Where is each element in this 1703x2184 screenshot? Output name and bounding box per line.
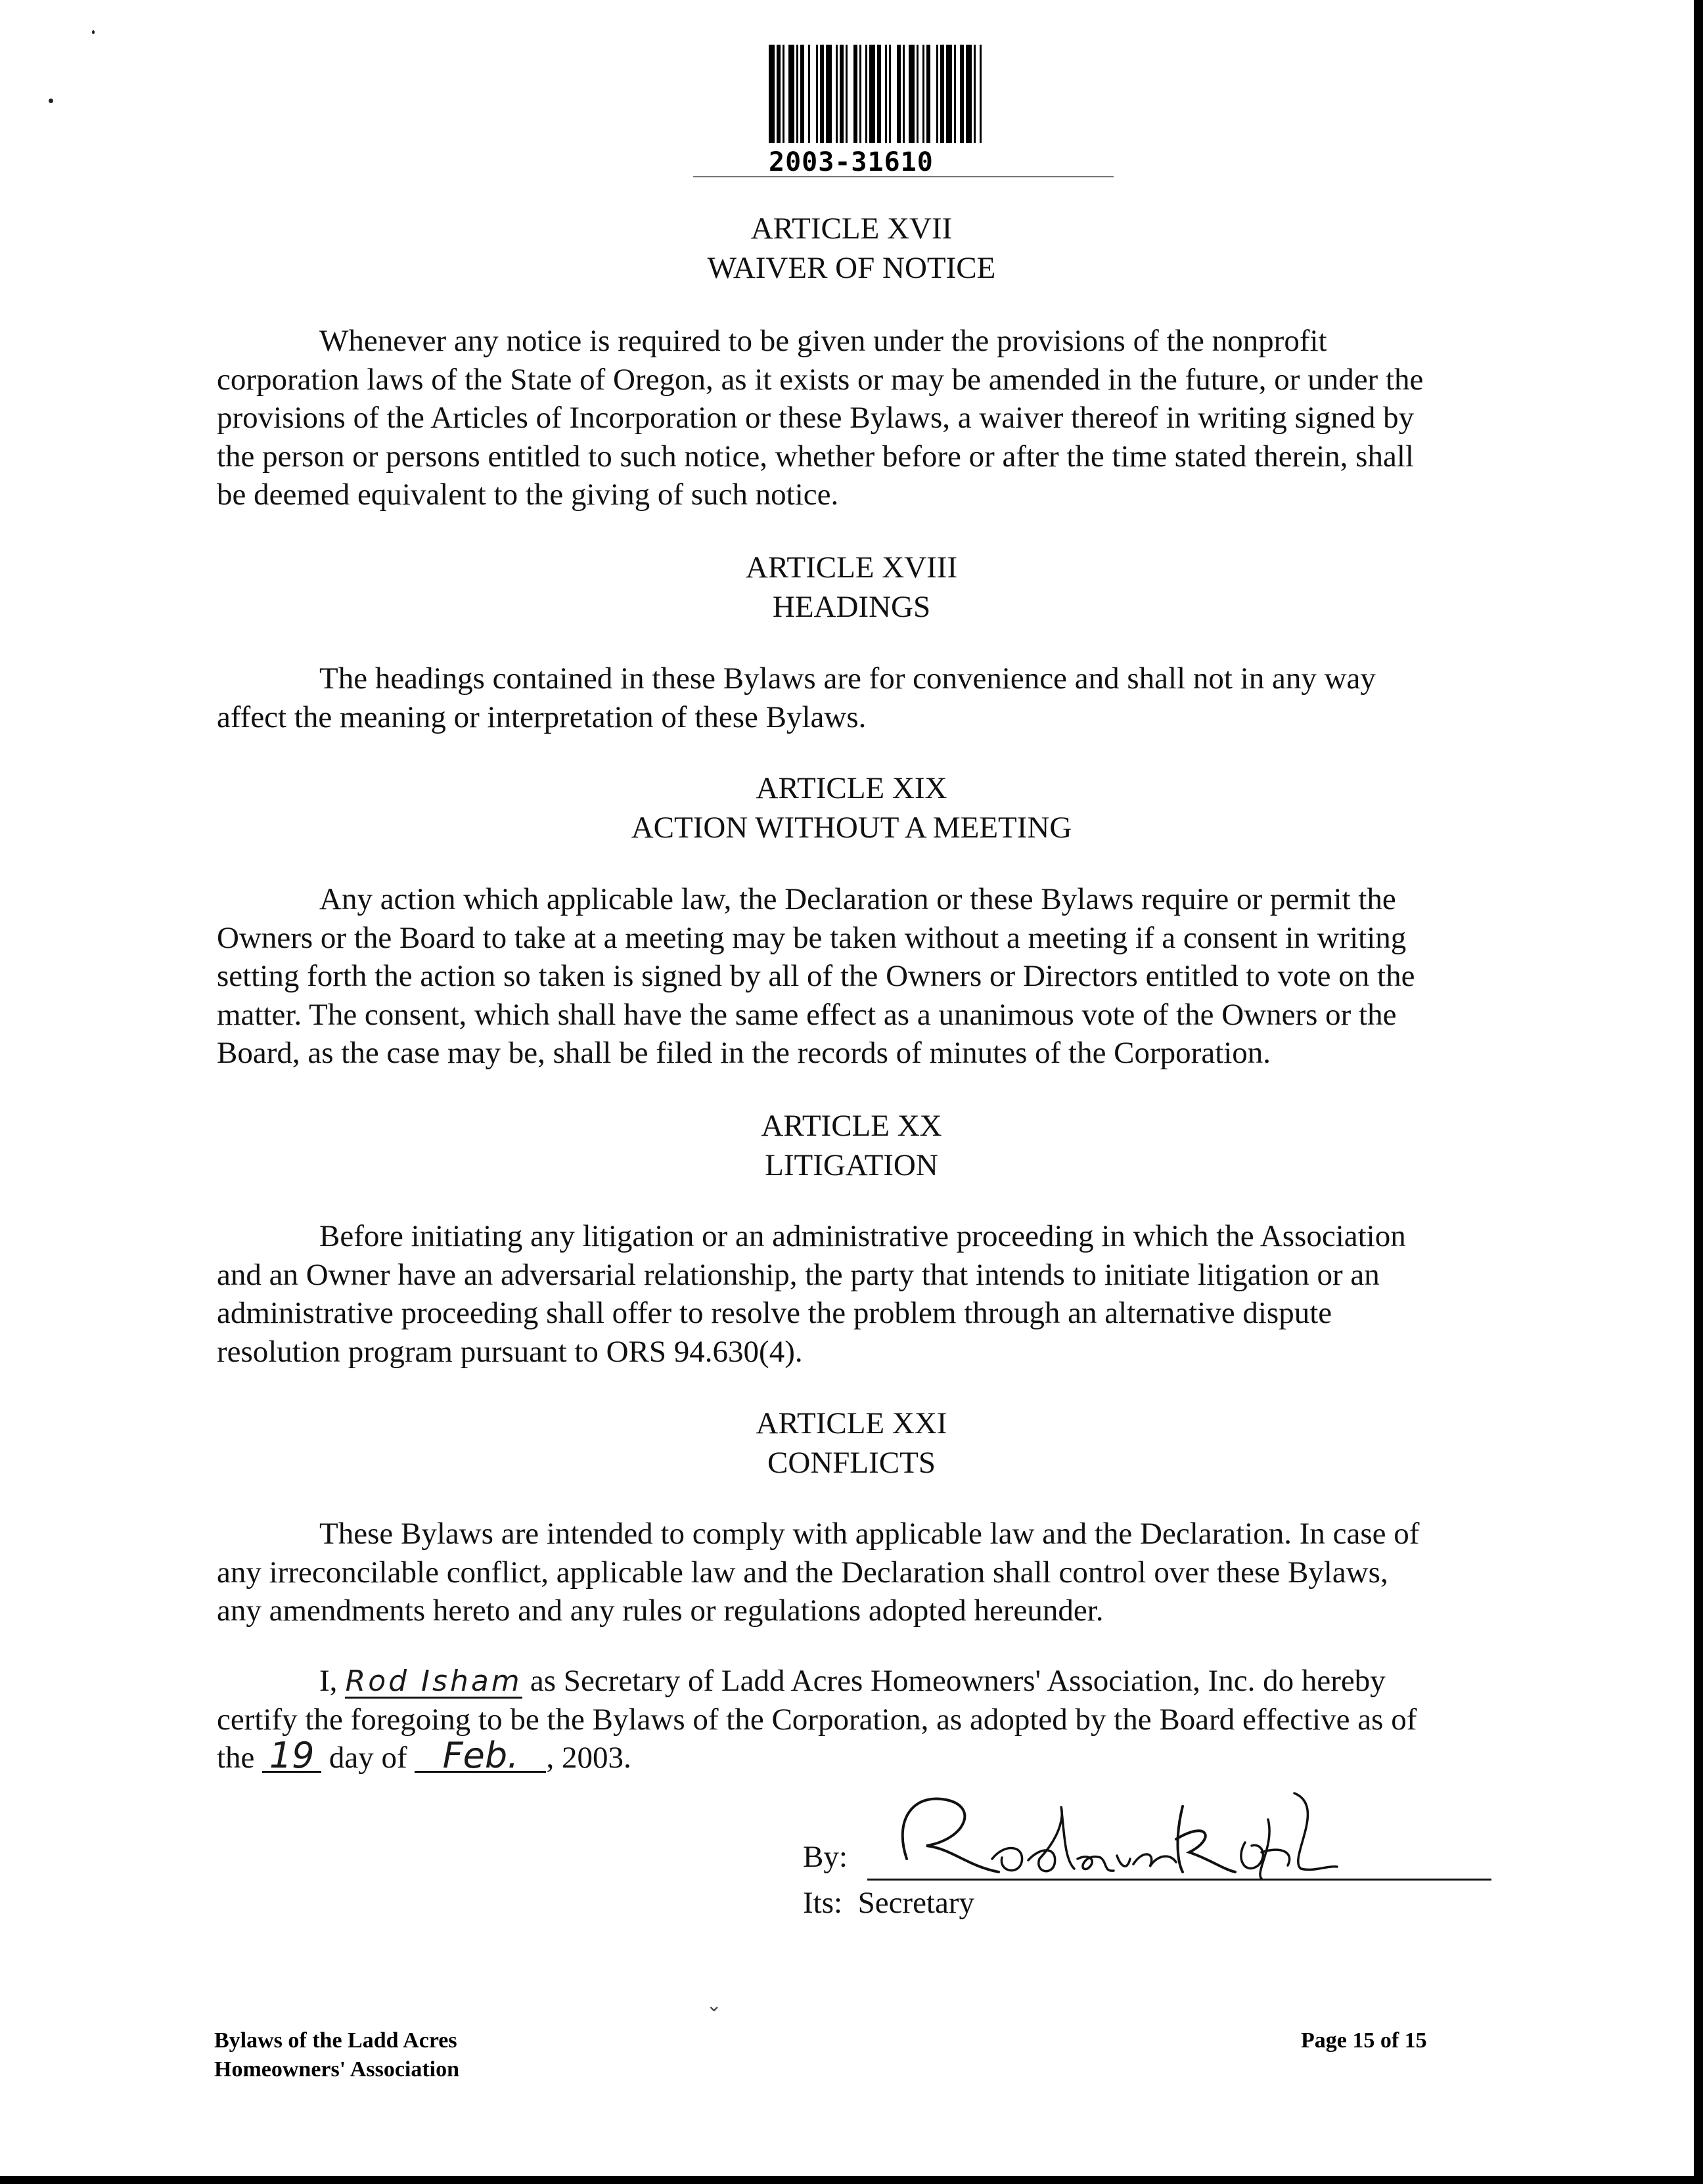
barcode-bar: [865, 45, 867, 143]
barcode-bar: [903, 45, 905, 143]
body-line: Before initiating any litigation or an administrative proceeding in which the Association: [319, 1219, 1406, 1253]
handwritten-month: Feb.: [415, 1741, 546, 1773]
article-18-body: [217, 659, 1485, 736]
article-19-body: [217, 880, 1485, 1073]
signature-scribble: [867, 1780, 1340, 1885]
article-title: ACTION WITHOUT A MEETING: [631, 811, 1072, 845]
barcode-bar: [940, 45, 944, 143]
scan-speck: [92, 30, 95, 34]
article-title: CONFLICTS: [767, 1446, 936, 1480]
article-19-heading: [0, 769, 1703, 847]
barcode-bar: [877, 45, 881, 143]
article-number: ARTICLE XX: [761, 1109, 942, 1143]
barcode-bar: [897, 45, 901, 143]
barcode-bar: [788, 45, 794, 143]
article-20-body: [217, 1217, 1485, 1371]
body-line: the person or persons entitled to such notice, whether before or after the time stated therein, shall: [217, 439, 1414, 474]
body-line: resolution program pursuant to ORS 94.630(4).: [217, 1334, 803, 1369]
barcode-bar: [885, 45, 887, 143]
barcode-bars: [767, 45, 1070, 143]
handwritten-secretary-name: Rod Isham: [345, 1664, 522, 1698]
certification-line-1: [217, 1662, 1485, 1701]
article-21-heading: [0, 1404, 1703, 1482]
barcode-bar: [917, 45, 919, 143]
footer-title-line-1: Bylaws of the Ladd Acres: [214, 2028, 457, 2053]
body-line: matter. The consent, which shall have the same effect as a unanimous vote of the Owners or the: [217, 997, 1397, 1032]
article-17-heading: [0, 209, 1703, 288]
page-number: Page 15 of 15: [1301, 2028, 1427, 2053]
barcode-bar: [816, 45, 818, 143]
barcode-bar: [980, 45, 982, 143]
article-number: ARTICLE XVII: [750, 212, 953, 246]
barcode-bar: [853, 45, 857, 143]
barcode-bar: [946, 45, 952, 143]
barcode-rule: [693, 176, 1114, 177]
its-label: Its:: [803, 1886, 843, 1920]
handwritten-day: 19: [262, 1741, 321, 1773]
body-line: These Bylaws are intended to comply with applicable law and the Declaration. In case of: [319, 1517, 1420, 1551]
barcode-bar: [840, 45, 844, 143]
barcode-bar: [846, 45, 848, 143]
body-line: and an Owner have an adversarial relationship, the party that intends to initiate litigation or an: [217, 1257, 1380, 1292]
article-title: WAIVER OF NOTICE: [707, 251, 996, 285]
barcode-bar: [783, 45, 784, 143]
body-line: Whenever any notice is required to be given under the provisions of the nonprofit: [319, 324, 1327, 358]
article-title: HEADINGS: [772, 590, 931, 624]
barcode-bar: [974, 45, 976, 143]
article-number: ARTICLE XVIII: [745, 550, 958, 585]
barcode-bar: [859, 45, 861, 143]
barcode-number: 2003-31610: [769, 147, 934, 177]
body-line: The headings contained in these Bylaws are for convenience and shall not in any way: [319, 661, 1376, 696]
certification-line-2: certify the foregoing to be the Bylaws of the Corporation, as adopted by the Board effective as of: [217, 1702, 1417, 1737]
article-21-body: [217, 1515, 1485, 1630]
by-label: By:: [803, 1840, 848, 1874]
body-line: corporation laws of the State of Oregon, as it exists or may be amended in the future, or under the: [217, 362, 1424, 397]
body-line: Board, as the case may be, shall be filed in the records of minutes of the Corporation.: [217, 1036, 1271, 1070]
article-number: ARTICLE XIX: [756, 771, 947, 805]
barcode-bar: [820, 45, 824, 143]
footer-title-line-2: Homeowners' Association: [214, 2057, 460, 2082]
signature: [867, 1780, 1340, 1888]
barcode-bar: [889, 45, 891, 143]
barcode-bar: [836, 45, 838, 143]
footer-title: [214, 2026, 459, 2084]
cert-the: the: [217, 1741, 255, 1775]
barcode-bar: [960, 45, 964, 143]
barcode-bar: [808, 45, 810, 143]
scan-edge-bottom: [0, 2176, 1703, 2184]
body-line: be deemed equivalent to the giving of such notice.: [217, 478, 839, 512]
body-line: Owners or the Board to take at a meeting may be taken without a meeting if a consent in writing: [217, 920, 1407, 955]
barcode-bar: [826, 45, 832, 143]
cert-after-name: as Secretary of Ladd Acres Homeowners' Association, Inc. do hereby: [530, 1664, 1386, 1698]
article-18-heading: [0, 548, 1703, 627]
barcode-bar: [922, 45, 924, 143]
body-line: Any action which applicable law, the Declaration or these Bylaws require or permit the: [319, 882, 1396, 916]
scan-edge-right: [1694, 0, 1703, 2184]
article-title: LITIGATION: [765, 1148, 938, 1182]
body-line: any amendments hereto and any rules or regulations adopted hereunder.: [217, 1593, 1104, 1628]
barcode: [767, 45, 1070, 177]
its-line: [803, 1885, 974, 1921]
barcode-bar: [966, 45, 972, 143]
body-line: any irreconcilable conflict, applicable law and the Declaration shall control over these Bylaws,: [217, 1555, 1388, 1590]
body-line: affect the meaning or interpretation of these Bylaws.: [217, 700, 867, 734]
article-number: ARTICLE XXI: [756, 1406, 947, 1440]
scan-mark: ⌄: [706, 1994, 722, 2016]
cert-day-of: day of: [329, 1741, 407, 1775]
barcode-bar: [909, 45, 915, 143]
certification-line-3: [217, 1735, 1485, 1777]
barcode-bar: [769, 45, 775, 143]
certification-block: [217, 1662, 1485, 1777]
cert-year: , 2003.: [546, 1741, 631, 1775]
article-17-body: [217, 322, 1485, 514]
cert-prefix: I,: [319, 1664, 338, 1698]
barcode-bar: [796, 45, 798, 143]
barcode-bar: [936, 45, 938, 143]
body-line: administrative proceeding shall offer to resolve the problem through an alternative dispute: [217, 1296, 1332, 1330]
article-20-heading: [0, 1106, 1703, 1185]
barcode-bar: [800, 45, 804, 143]
body-line: provisions of the Articles of Incorporation or these Bylaws, a waiver thereof in writing signed by: [217, 401, 1415, 435]
scan-speck: [49, 99, 53, 103]
barcode-bar: [954, 45, 956, 143]
barcode-bar: [777, 45, 781, 143]
barcode-bar: [869, 45, 875, 143]
its-value: Secretary: [857, 1886, 975, 1920]
body-line: setting forth the action so taken is signed by all of the Owners or Directors entitled to vote on the: [217, 959, 1415, 993]
signature-line: [867, 1879, 1491, 1881]
barcode-bar: [926, 45, 930, 143]
